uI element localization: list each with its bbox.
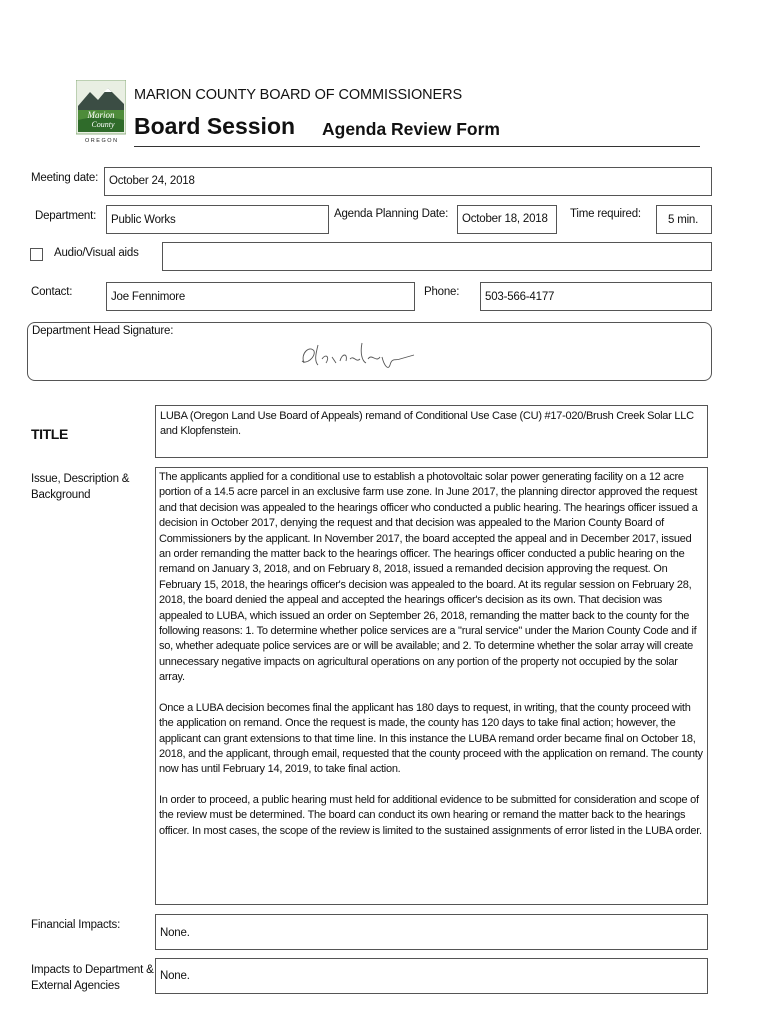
- signature-label: Department Head Signature:: [32, 325, 174, 337]
- logo-text-oregon: O R E G O N: [84, 138, 118, 144]
- marion-county-logo: [76, 80, 126, 144]
- time-required-value: 5 min.: [668, 214, 699, 226]
- department-label: Department:: [35, 210, 97, 222]
- logo-text-marion: Marion: [87, 110, 115, 120]
- av-aids-field[interactable]: [162, 242, 712, 271]
- title-field[interactable]: [155, 405, 708, 458]
- contact-label: Contact:: [31, 286, 73, 298]
- av-aids-label: Audio/Visual aids: [54, 247, 139, 259]
- financial-impacts-field[interactable]: [155, 914, 708, 950]
- agenda-planning-date-value: October 18, 2018: [462, 213, 548, 225]
- meeting-date-label: Meeting date:: [31, 172, 99, 184]
- financial-impacts-value: None.: [160, 927, 190, 939]
- impacts-value: None.: [160, 970, 190, 982]
- phone-field[interactable]: [480, 282, 712, 311]
- title-label: TITLE: [31, 426, 68, 442]
- signature-image: [296, 335, 436, 375]
- impacts-field[interactable]: [155, 958, 708, 994]
- title-value: LUBA (Oregon Land Use Board of Appeals) remand of Conditional Use Case (CU) #17-020/Brush Creek Solar LLC and Klopfenstein.: [160, 410, 694, 438]
- org-name: MARION COUNTY BOARD OF COMMISSIONERS: [134, 87, 463, 103]
- meeting-date-field[interactable]: [104, 167, 712, 196]
- department-field[interactable]: [106, 205, 329, 234]
- financial-impacts-label: Financial Impacts:: [31, 919, 121, 931]
- logo-text-county: County: [91, 120, 115, 129]
- issue-paragraph: The applicants applied for a conditional use to establish a photovoltaic solar power generating facility on a 12 acre portion of a 14.5 acre parcel in an exclusive farm use zone. In June 2017, the planning director approved the request and that decision was appealed to the hearings officer who conducted a public hearing. The hearings officer issued a decision in October 2017, denying the request and that decision was appealed to the Marion County Board of Commissioners by the applicant. In November 2017, the board accepted the appeal and in December 2017, issued an order remanding the matter back to the hearings officer. The hearings officer conducted a public hearing on the remand on January 3, 2018, and on February 8, 2018, issued a remanded decision approving the request. On February 15, 2018, the hearings officer's decision was appealed to the board. At its regular session on February 28, 2018, the board denied the appeal and accepted the hearings officer's decision as its own. That decision was appealed to LUBA, which issued an order on September 26, 2018, remanding the matter back to the county for the following reasons: 1. To determine whether police services are a "rural service" under the Marion County Code and if so, whether adequate police services are or will be available; and 2. To determine whether the solar array will create unnecessary negative impacts on agricultural operations on any portion of the property not occupied by the solar array.: [159, 471, 698, 684]
- agenda-planning-date-label: Agenda Planning Date:: [334, 208, 449, 220]
- av-aids-checkbox[interactable]: [30, 248, 43, 261]
- page-title: Board Session: [134, 113, 296, 139]
- signature-box[interactable]: [27, 322, 712, 381]
- impacts-label: Impacts to Department & External Agencies: [31, 964, 154, 992]
- issue-field[interactable]: [155, 467, 708, 905]
- time-required-field[interactable]: [656, 205, 712, 234]
- phone-label: Phone:: [424, 286, 460, 298]
- phone-value: 503-566-4177: [485, 291, 555, 303]
- time-required-label: Time required:: [570, 208, 641, 220]
- issue-paragraph: Once a LUBA decision becomes final the applicant has 180 days to request, in writing, that the county proceed with the application on remand. Once the request is made, the county has 120 days to take final action; however, the applicant can grant extensions to that time line. In this instance the LUBA remand order became final on October 18, 2018, and the applicant, through email, requested that the county proceed with the application on remand. The county now has until February 14, 2019, to take final action.: [159, 701, 703, 776]
- meeting-date-value: October 24, 2018: [109, 175, 195, 187]
- issue-paragraph: In order to proceed, a public hearing must held for additional evidence to be submitted for consideration and scope of the review must be determined. The board can conduct its own hearing or remand the matter back to the hearings officer. In most cases, the scope of the review is limited to the sustained assignments of error listed in the LUBA order.: [159, 793, 702, 837]
- contact-value: Joe Fennimore: [111, 291, 186, 303]
- issue-label: Issue, Description & Background: [31, 473, 130, 501]
- header-rule: [134, 146, 700, 147]
- page-subtitle: Agenda Review Form: [322, 119, 500, 139]
- agenda-planning-date-field[interactable]: [457, 205, 557, 234]
- contact-field[interactable]: [106, 282, 415, 311]
- department-value: Public Works: [111, 214, 176, 226]
